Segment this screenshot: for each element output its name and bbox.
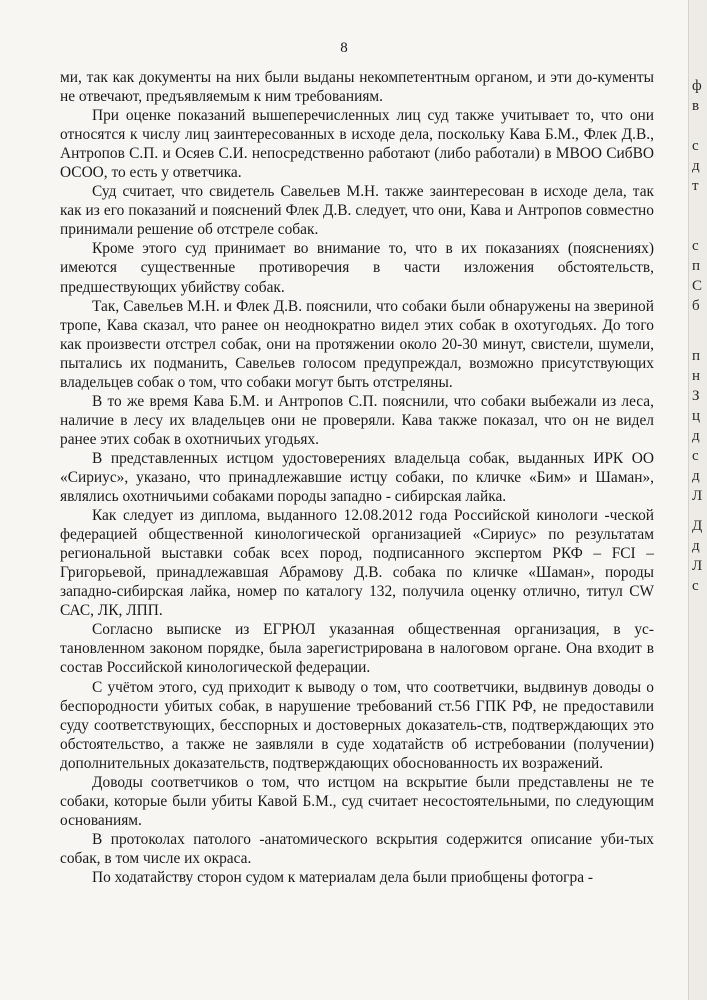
- paragraph: По ходатайству сторон судом к материалам дела были приобщены фотогра -: [92, 868, 593, 886]
- edge-letter: с: [692, 138, 699, 154]
- paragraph: Как следует из диплома, выданного 12.08.2012 года Российской кинологи -ческой федерацией общественной кинологической организацией «Сириус» по результатам региональной выставки собак всех пород, подписанного экспертом РКФ – FCI – Григорьевой, принадлежавшая Абрамову Д.В. собака по кличке «Шаман», породы западно-сибирская лайка, номер по каталогу 132, получила оценку отлично, титул CW САС, ЛК, ЛПП.: [60, 507, 654, 620]
- edge-letter: в: [692, 98, 700, 114]
- edge-letter: З: [692, 388, 700, 404]
- edge-letter: п: [692, 348, 701, 364]
- edge-letter: б: [692, 298, 700, 314]
- paragraph: С учётом этого, суд приходит к выводу о том, что соответчики, выдвинув доводы о беспородности убитых собак, в нарушение требований ст.56 ГПК РФ, не предоставили суду соответствующих, бесспорных и достоверных доказатель-ств, подтверждающих это обстоятельство, а также не заявляли в суде ходатайств об истребовании (получении) дополнительных доказательств, подтверждающих обоснованность их возражений.: [60, 678, 654, 772]
- paragraph: Доводы соответчиков о том, что истцом на вскрытие были представлены не те собаки, которые были убиты Кавой Б.М., суд считает несостоятельными, по следующим основаниям.: [60, 773, 654, 829]
- paragraph: Так, Савельев М.Н. и Флек Д.В. пояснили, что собаки были обнаружены на звериной тропе, Кава сказал, что ранее он неоднократно видел этих собак в охотугодьях. До того как произвести отстрел собак, они на протяжении около 20-30 минут, свистели, шумели, пытались их подманить, Савельев голосом предупреждал, возможно присутствующих владельцев собак о том, что собаки могут быть отстреляны.: [60, 297, 654, 391]
- edge-letter: д: [692, 538, 700, 554]
- paragraph: В то же время Кава Б.М. и Антропов С.П. пояснили, что собаки выбежали из леса, наличие в лесу их владельцев они не проверяли. Кава также показал, что он не видел ранее этих собак в охотничьих угодьях.: [60, 392, 654, 448]
- edge-letter: д: [692, 428, 700, 444]
- paragraph: Суд считает, что свидетель Савельев М.Н. также заинтересован в исходе дела, так как из его показаний и пояснений Флек Д.В. следует, что они, Кава и Антропов совместно принимали решение об отстреле собак.: [60, 183, 654, 239]
- edge-letter: с: [692, 578, 699, 594]
- paragraph: Кроме этого суд принимает во внимание то, что в их показаниях (пояснениях) имеются существенные противоречия в части изложения обстоятельств, предшествующих убийству собак.: [60, 240, 654, 296]
- edge-letter: т: [692, 178, 699, 194]
- edge-letter: с: [692, 238, 699, 254]
- edge-letter: Л: [692, 488, 703, 504]
- paragraph: При оценке показаний вышеперечисленных лиц суд также учитывает то, что они относятся к числу лиц заинтересованных в исходе дела, поскольку Кава Б.М., Флек Д.В., Антропов С.П. и Осяев С.И. непосредственно работают (либо работали) в МВОО СибВО ОСОО, то есть у ответчика.: [60, 107, 654, 182]
- paragraph: Согласно выписке из ЕГРЮЛ указанная общественная организация, в ус-тановленном законом порядке, была зарегистрирована в налоговом органе. Она входит в состав Российской кинологической федерации.: [60, 621, 654, 677]
- edge-letter: д: [692, 158, 700, 174]
- edge-letter: С: [692, 278, 703, 294]
- edge-letter: ф: [692, 78, 702, 94]
- page-number: 8: [340, 40, 348, 56]
- edge-letter: д: [692, 468, 700, 484]
- edge-letter: Д: [692, 518, 703, 534]
- edge-letter: н: [692, 368, 701, 384]
- paragraph: В представленных истцом удостоверениях владельца собак, выданных ИРК ОО «Сириус», указано, что принадлежавшие истцу собаки, по кличке «Бим» и Шаман», являлись охотничьими собаками породы западно - сибирская лайка.: [60, 449, 654, 506]
- edge-letter: с: [692, 448, 699, 464]
- next-page-edge: [688, 0, 707, 1000]
- paragraph: ми, так как документы на них были выданы некомпетентным органом, и эти до-кументы не отвечают, предъявляемым к ним требованиям.: [60, 69, 654, 106]
- document-body: [60, 68, 654, 887]
- edge-letter: п: [692, 258, 701, 274]
- edge-letter: Л: [692, 558, 703, 574]
- paragraph: В протоколах патолого -анатомического вскрытия содержится описание уби-тых собак, в том числе их окраса.: [60, 830, 654, 867]
- edge-letter: ц: [692, 408, 701, 424]
